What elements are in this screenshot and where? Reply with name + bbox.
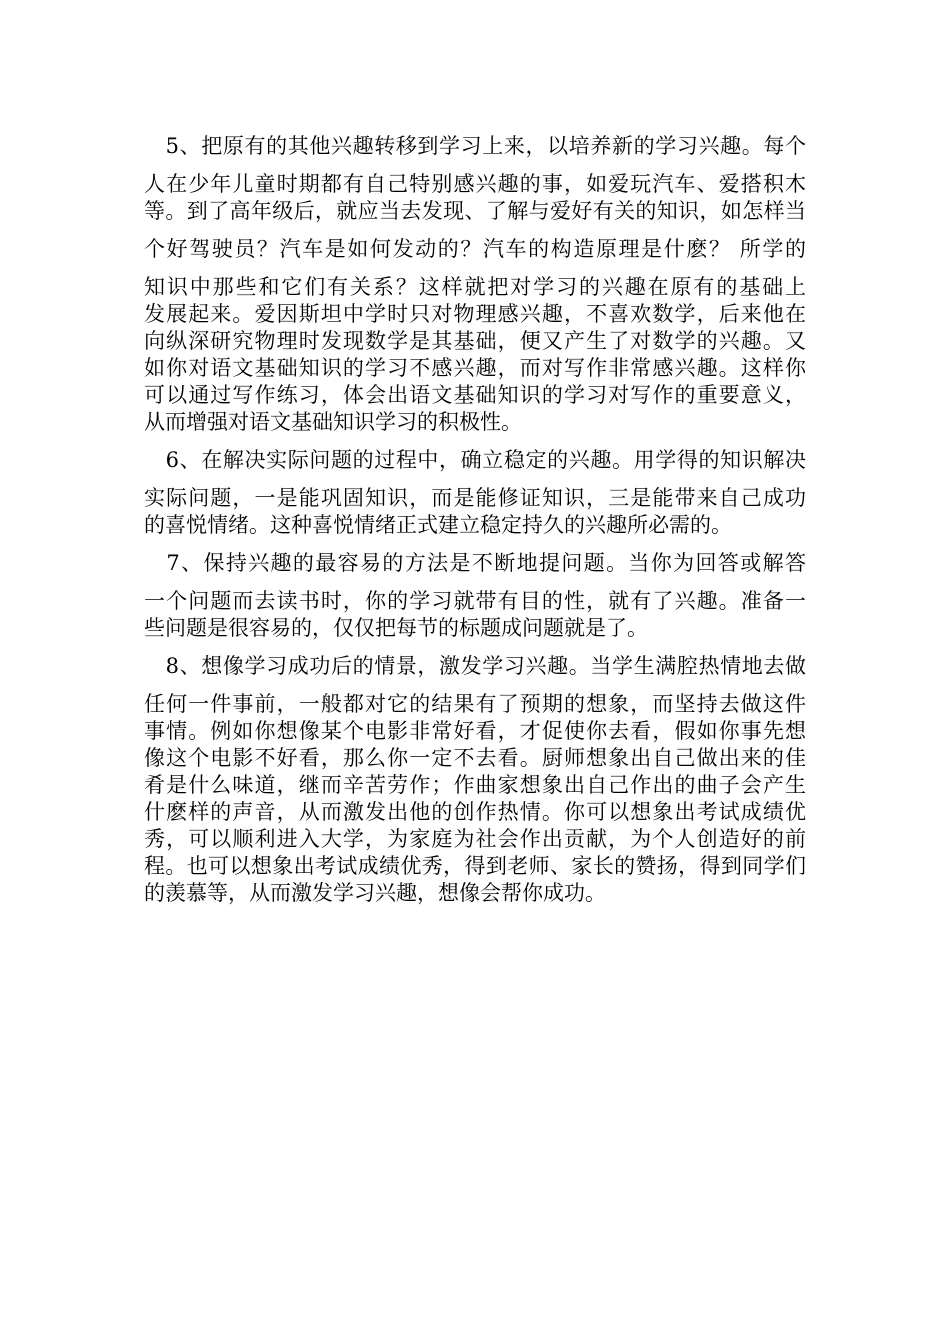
text-line: 可以通过写作练习，体会出语文基础知识的学习对写作的重要意义，: [144, 383, 806, 407]
text-line: 的羡慕等，从而激发学习兴趣，想像会帮你成功。: [144, 881, 606, 905]
text-line: 像这个电影不好看，那么你一定不去看。厨师想象出自己做出来的佳: [144, 746, 806, 770]
text-line: 些问题是很容易的，仅仅把每节的标题成问题就是了。: [144, 616, 648, 640]
text-line: 的喜悦情绪。这种喜悦情绪正式建立稳定持久的兴趣所必需的。: [144, 513, 732, 537]
text-line: 什麽样的声音，从而激发出他的创作热情。你可以想象出考试成绩优: [144, 800, 806, 824]
text-line: 肴是什么味道，继而辛苦劳作；作曲家想象出自己作出的曲子会产生: [144, 773, 806, 797]
text-line: 8、想像学习成功后的情景，激发学习兴趣。当学生满腔热情地去做: [144, 654, 806, 678]
text-line: 发展起来。爱因斯坦中学时只对物理感兴趣，不喜欢数学，后来他在: [144, 302, 806, 326]
text-line: 个好驾驶员？汽车是如何发动的？汽车的构造原理是什麽？ 所学的: [144, 237, 806, 261]
text-line: 等。到了高年级后，就应当去发现、了解与爱好有关的知识，如怎样当: [144, 199, 806, 223]
text-line: 事情。例如你想像某个电影非常好看，才促使你去看，假如你事先想: [144, 719, 806, 743]
text-line: 向纵深研究物理时发现数学是其基础，便又产生了对数学的兴趣。又: [144, 329, 806, 353]
text-line: 程。也可以想象出考试成绩优秀，得到老师、家长的赞扬，得到同学们: [144, 854, 806, 878]
text-line: 7、保持兴趣的最容易的方法是不断地提问题。当你为回答或解答: [144, 551, 806, 575]
text-line: 如你对语文基础知识的学习不感兴趣，而对写作非常感兴趣。这样你: [144, 356, 806, 380]
text-line: 6、在解决实际问题的过程中，确立稳定的兴趣。用学得的知识解决: [144, 448, 806, 472]
text-line: 知识中那些和它们有关系？这样就把对学习的兴趣在原有的基础上: [144, 275, 806, 299]
text-line: 秀，可以顺利进入大学，为家庭为社会作出贡献，为个人创造好的前: [144, 827, 806, 851]
text-line: 5、把原有的其他兴趣转移到学习上来，以培养新的学习兴趣。每个: [144, 134, 806, 158]
text-line: 实际问题，一是能巩固知识，而是能修证知识，三是能带来自己成功: [144, 486, 806, 510]
text-line: 任何一件事前，一般都对它的结果有了预期的想象，而坚持去做这件: [144, 692, 806, 716]
text-line: 一个问题而去读书时，你的学习就带有目的性，就有了兴趣。准备一: [144, 589, 806, 613]
text-line: 从而增强对语文基础知识学习的积极性。: [144, 410, 522, 434]
text-line: 人在少年儿童时期都有自己特别感兴趣的事，如爱玩汽车、爱搭积木: [144, 172, 806, 196]
document-body: [144, 133, 806, 907]
